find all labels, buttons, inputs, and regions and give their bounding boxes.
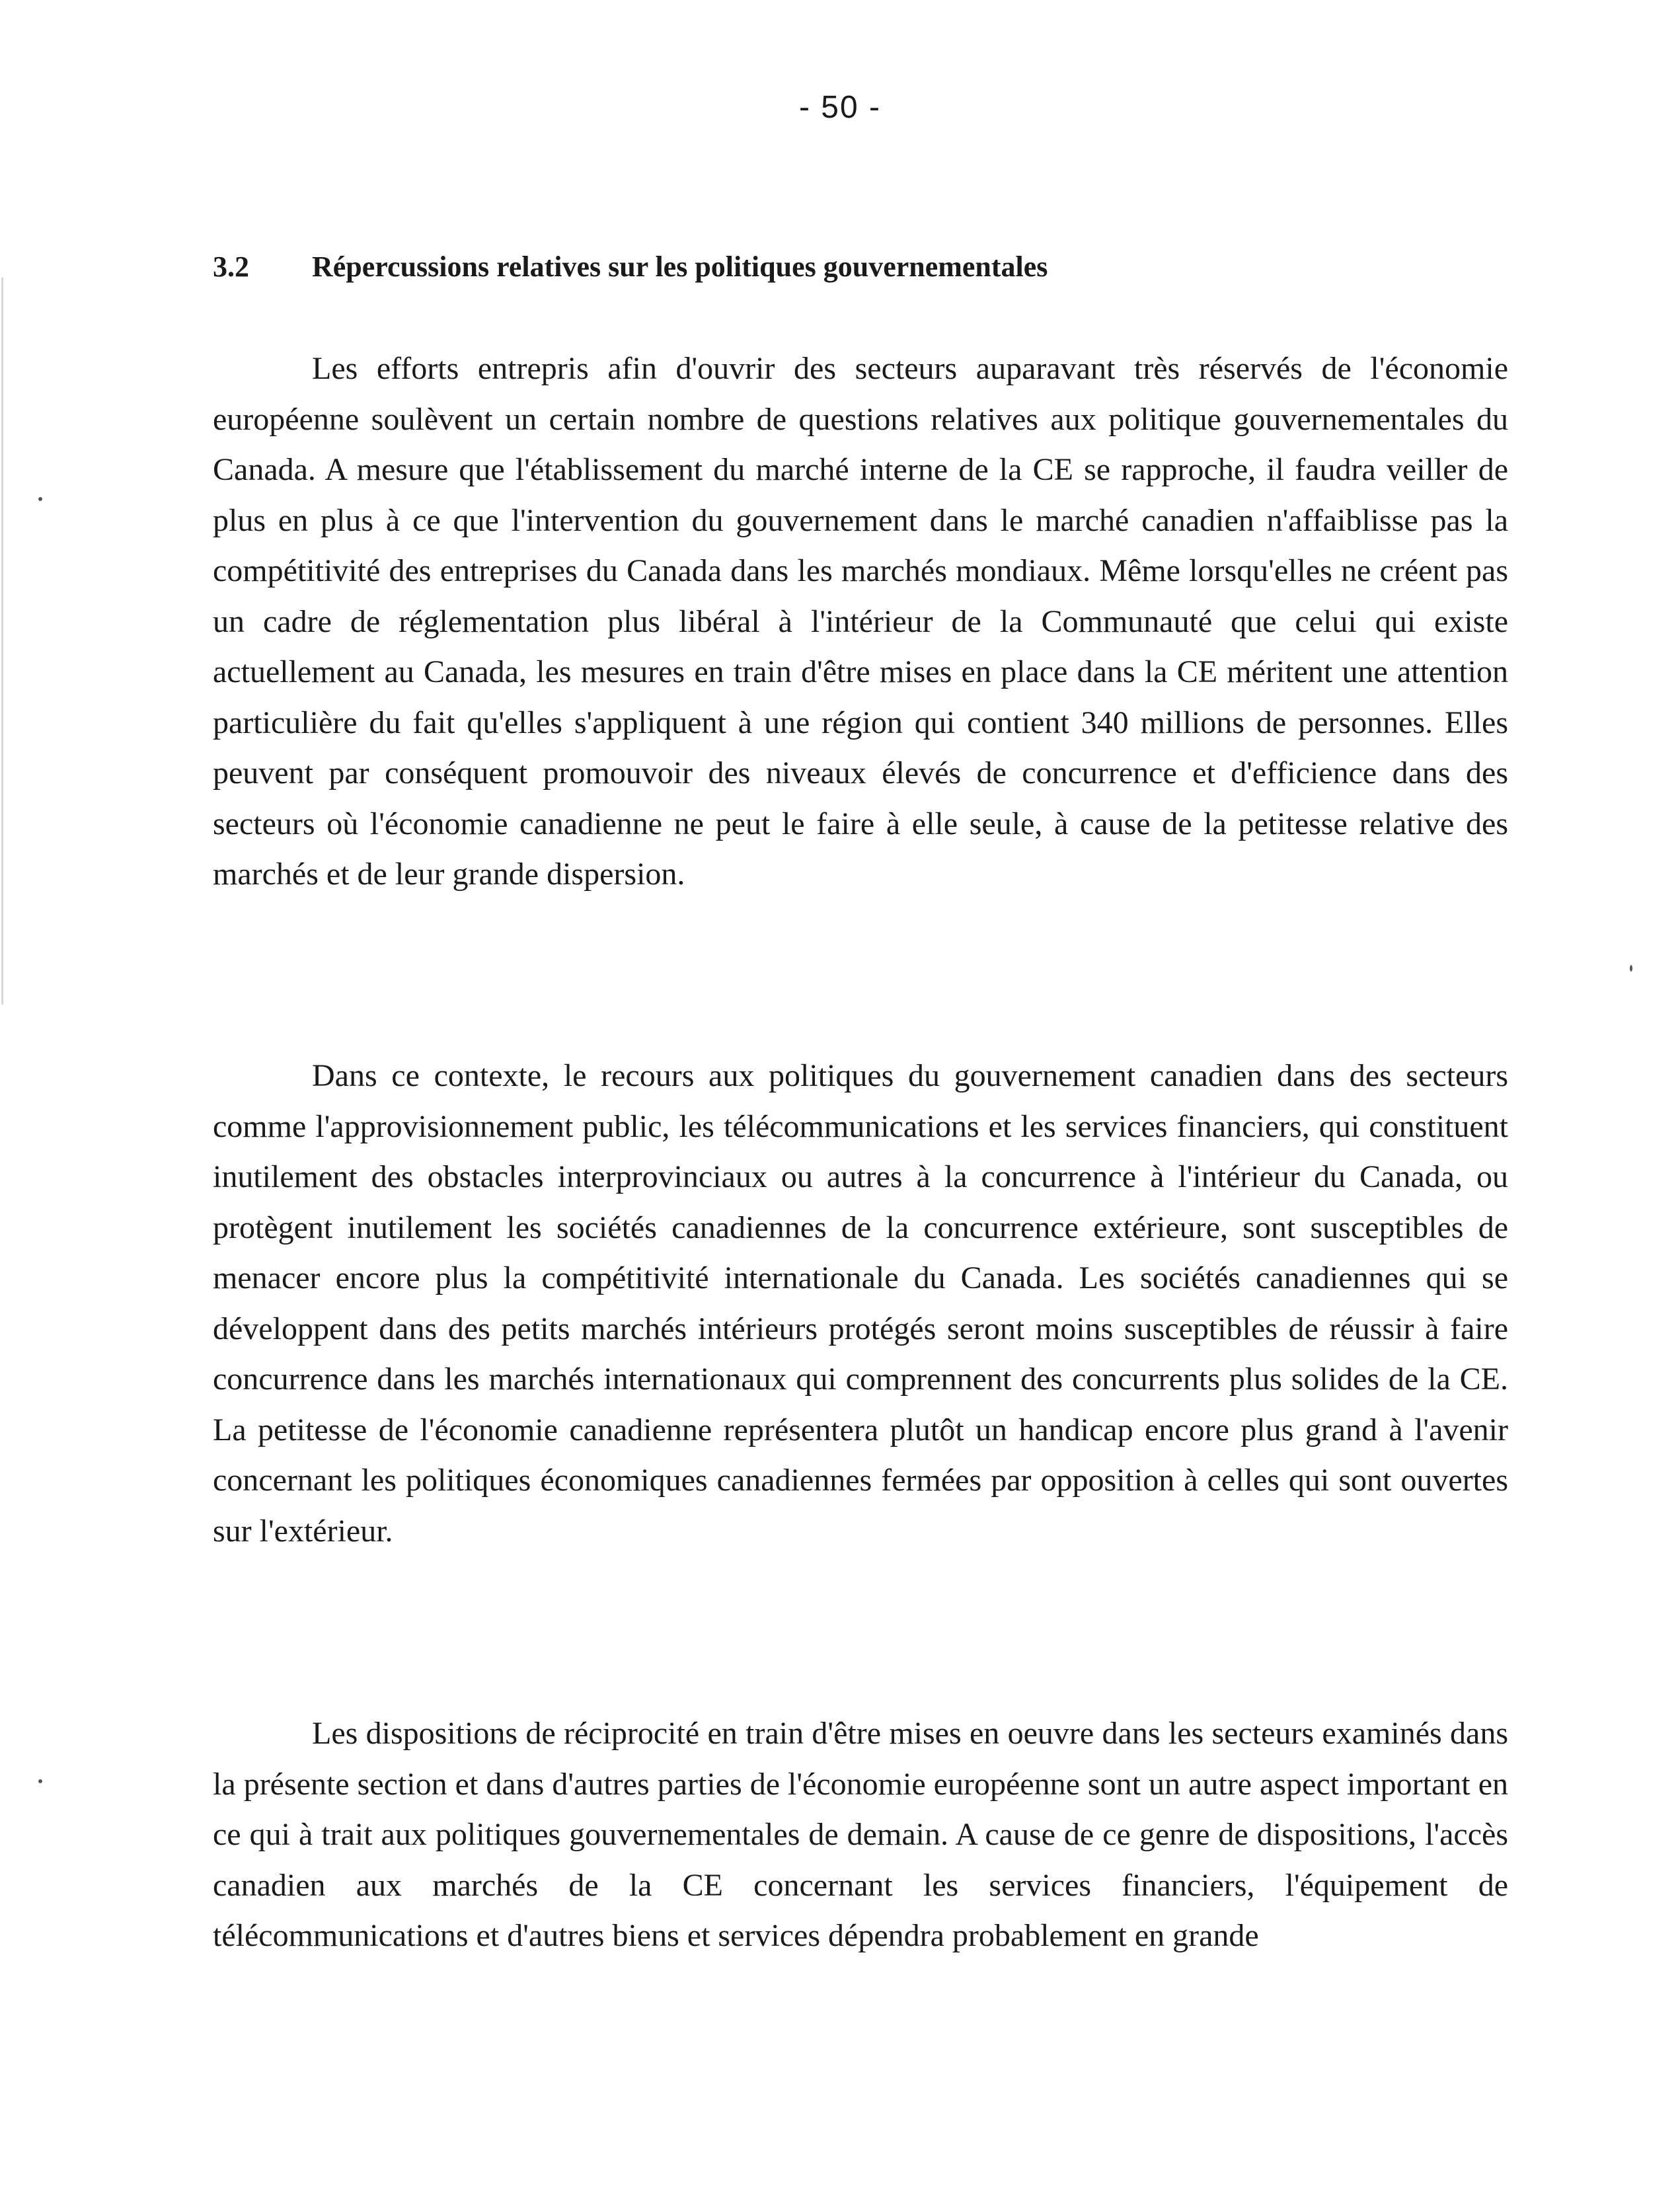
scan-speck <box>1630 965 1632 972</box>
section-heading <box>213 250 1048 284</box>
page-number: - 50 - <box>798 90 882 125</box>
body-paragraph: Les efforts entrepris afin d'ouvrir des secteurs auparavant très réservés de l'économie européenne soulèvent un certain nombre de questions relatives aux politique gouvernementales du Canada. A mesure que l'établissement du marché interne de la CE se rapproche, il faudra veiller de plus en plus à ce que l'intervention du gouvernement dans le marché canadien n'affaiblisse pas la compétitivité des entreprises du Canada dans les marchés mondiaux. Même lorsqu'elles ne créent pas un cadre de réglementation plus libéral à l'intérieur de la Communauté que celui qui existe actuellement au Canada, les mesures en train d'être mises en place dans la CE méritent une attention particulière du fait qu'elles s'appliquent à une région qui contient 340 millions de personnes. Elles peuvent par conséquent promouvoir des niveaux élevés de concurrence et d'efficience dans des secteurs où l'économie canadienne ne peut le faire à elle seule, à cause de la petitesse relative des marchés et de leur grande dispersion. <box>213 351 1508 892</box>
body-paragraph: Les dispositions de réciprocité en train d'être mises en oeuvre dans les secteurs examinés dans la présente section et dans d'autres parties de l'économie européenne sont un autre aspect important en ce qui à trait aux politiques gouvernementales de demain. A cause de ce genre de dispositions, l'accès canadien aux marchés de la CE concernant les services financiers, l'équipement de télécommunications et d'autres biens et services dépendra probablement en grande <box>213 1716 1508 1953</box>
scan-speck <box>38 497 42 501</box>
body-paragraph: Dans ce contexte, le recours aux politiques du gouvernement canadien dans des secteurs comme l'approvisionnement public, les télécommunications et les services financiers, qui constituent inutilement des obstacles interprovinciaux ou autres à la concurrence à l'intérieur du Canada, ou protègent inutilement les sociétés canadiennes de la concurrence extérieure, sont susceptibles de menacer encore plus la compétitivité internationale du Canada. Les sociétés canadiennes qui se développent dans des petits marchés intérieurs protégés seront moins susceptibles de réussir à faire concurrence dans les marchés internationaux qui comprennent des concurrents plus solides de la CE. La petitesse de l'économie canadienne représentera plutôt un handicap encore plus grand à l'avenir concernant les politiques économiques canadiennes fermées par opposition à celles qui sont ouvertes sur l'extérieur. <box>213 1058 1508 1549</box>
section-number: 3.2 <box>213 250 249 283</box>
scan-speck <box>38 1779 42 1783</box>
section-title: Répercussions relatives sur les politiques gouvernementales <box>312 250 1048 283</box>
scan-margin-line <box>1 278 3 1005</box>
